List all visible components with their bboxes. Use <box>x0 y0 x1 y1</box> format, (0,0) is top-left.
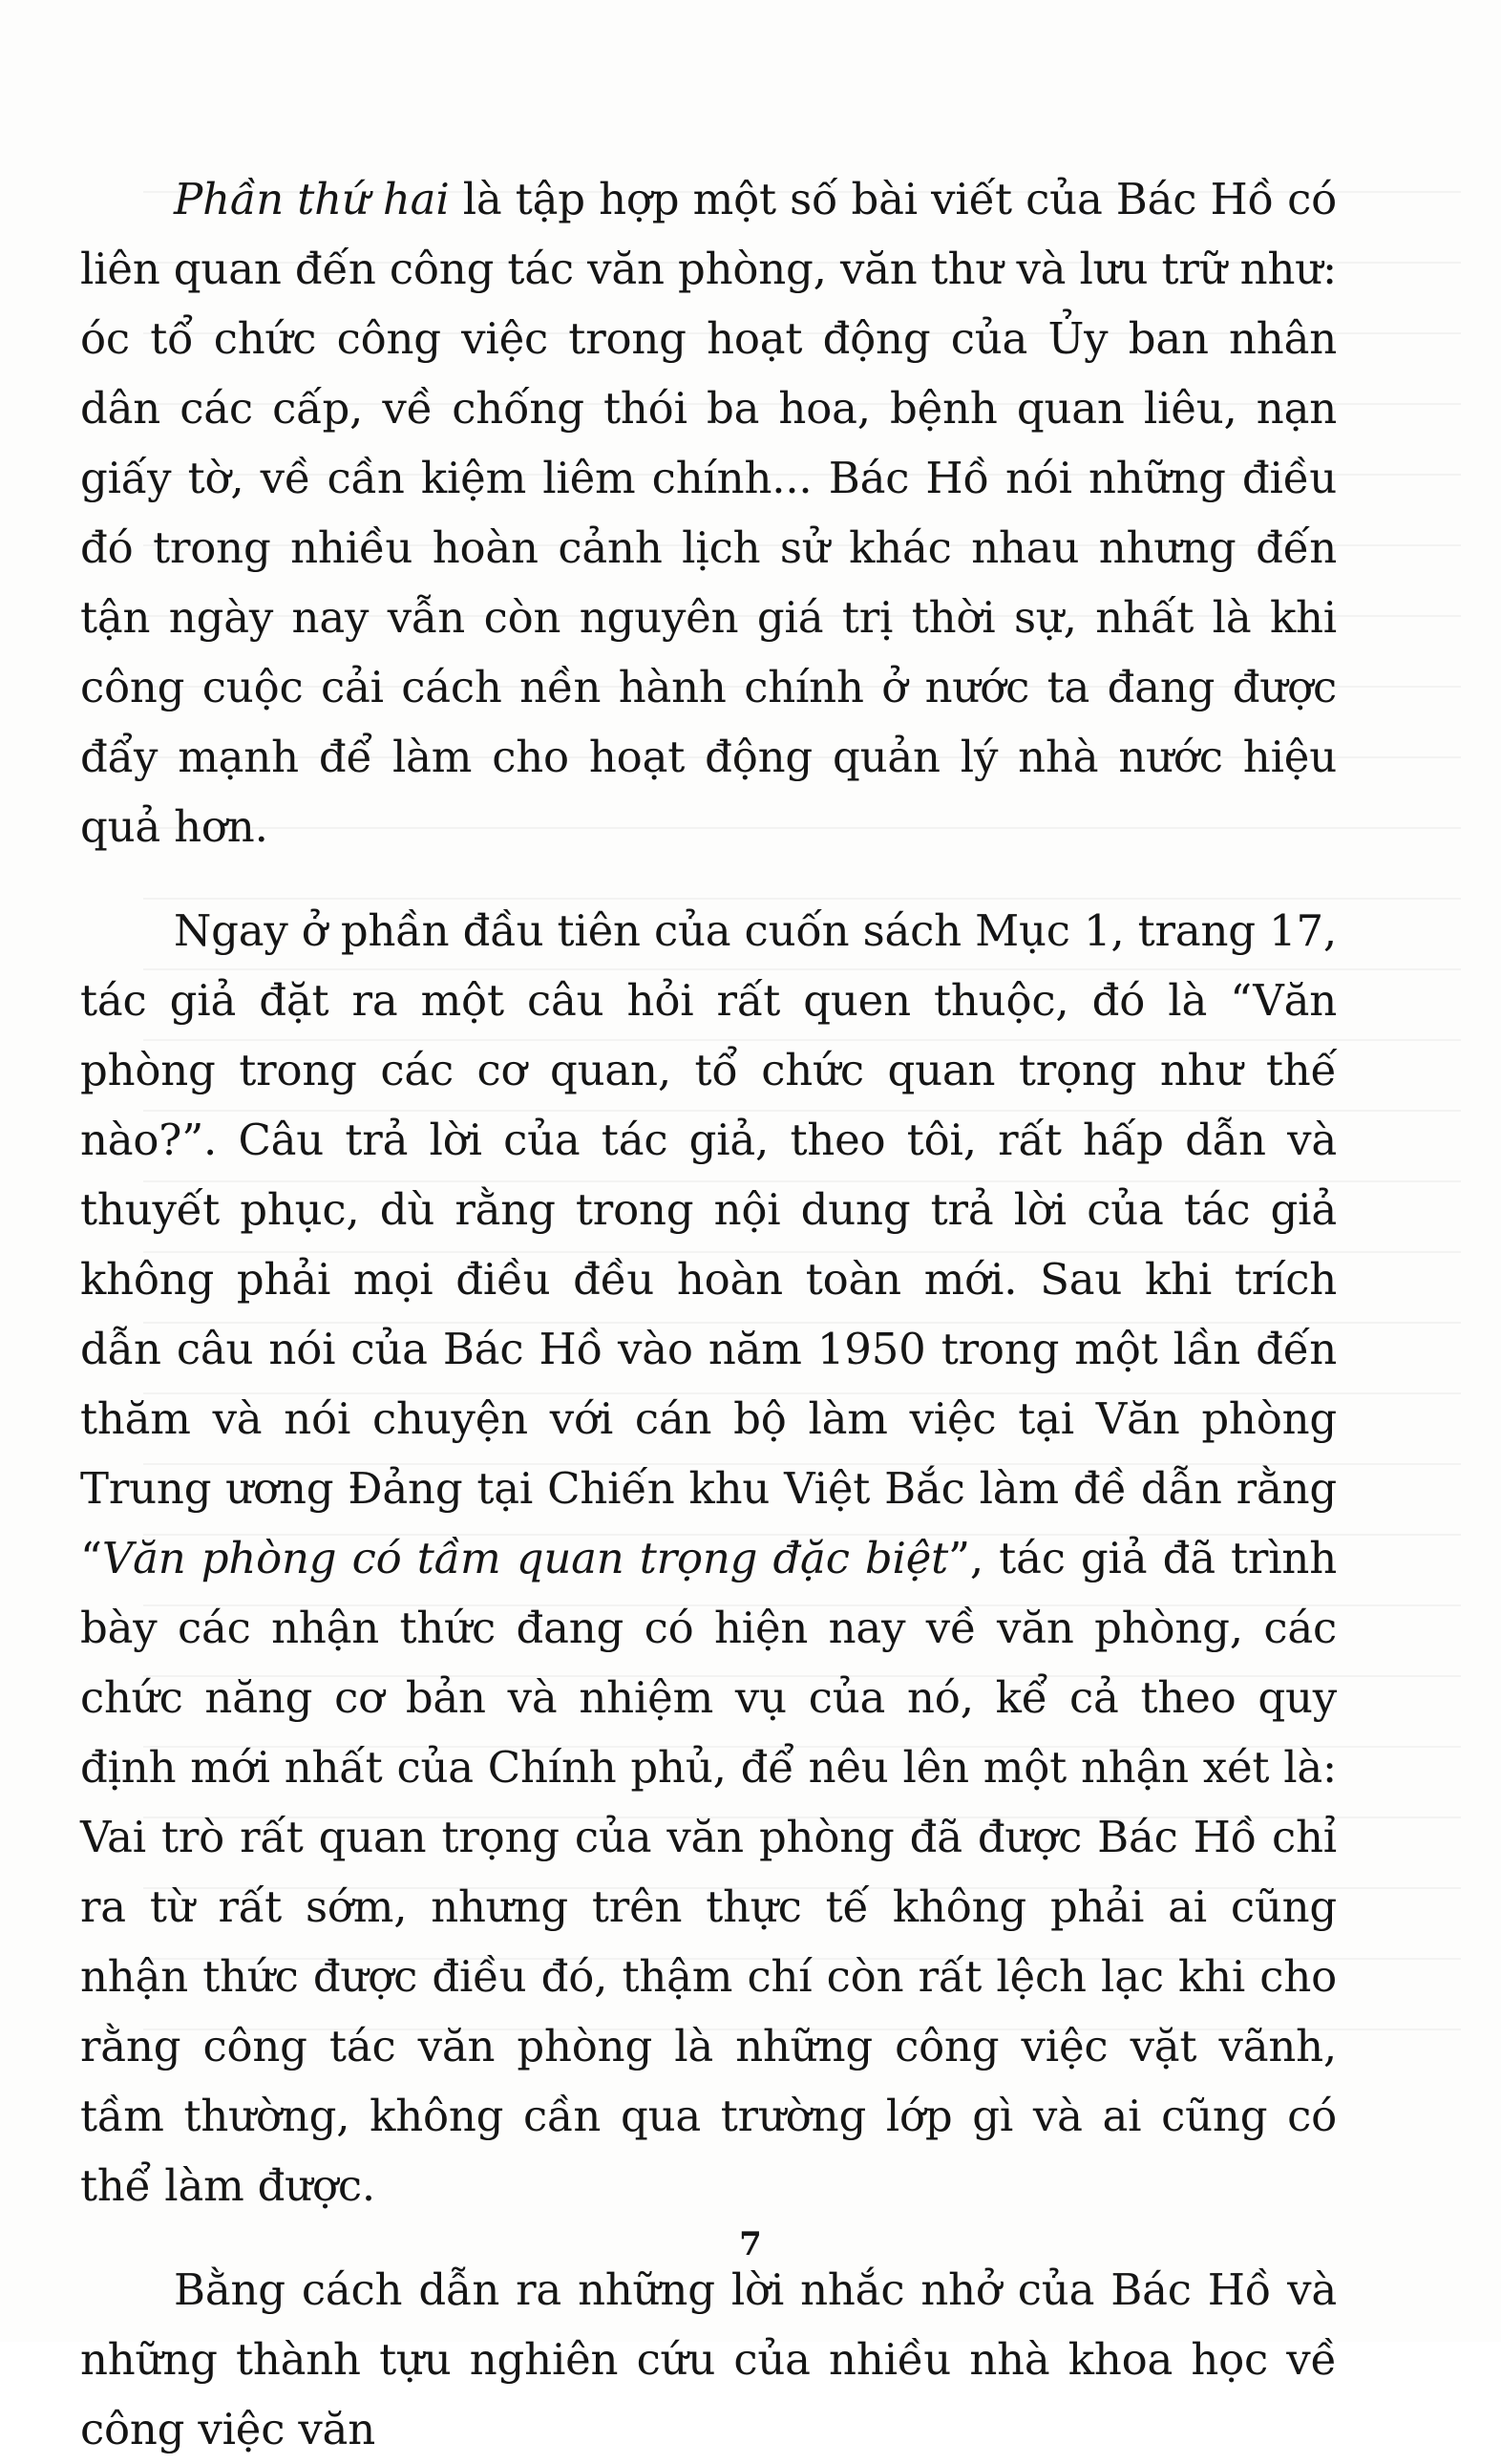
paragraph-3 <box>80 2255 1337 2464</box>
paragraph-3-text: Bằng cách dẫn ra những lời nhắc nhở của Bác Hồ và những thành tựu nghiên cứu của nhiều nhà khoa học về công việc văn <box>80 2264 1337 2454</box>
paragraph-1 <box>80 164 1337 861</box>
paragraph-2-italic-quote: Văn phòng có tầm quan trọng đặc biệt <box>101 1533 949 1583</box>
page-number: 7 <box>739 2225 762 2263</box>
paragraph-2-text-before: Ngay ở phần đầu tiên của cuốn sách Mục 1, trang 17, tác giả đặt ra một câu hỏi rất quen thuộc, đó là “Văn phòng trong các cơ quan, tổ chức quan trọng như thế nào?”. Câu trả lời của tác giả, theo tôi, rất hấp dẫn và thuyết phục, dù rằng trong nội dung trả lời của tác giả không phải mọi điều đều hoàn toàn mới. Sau khi trích dẫn câu nói của Bác Hồ vào năm 1950 trong một lần đến thăm và nói chuyện với cán bộ làm việc tại Văn phòng Trung ương Đảng tại Chiến khu Việt Bắc làm đề dẫn rằng “ <box>80 905 1337 1583</box>
body-text <box>80 164 1337 2464</box>
paragraph-2-text-after: ”, tác giả đã trình bày các nhận thức đang có hiện nay về văn phòng, các chức năng cơ bản và nhiệm vụ của nó, kể cả theo quy định mới nhất của Chính phủ, để nêu lên một nhận xét là: Vai trò rất quan trọng của văn phòng đã được Bác Hồ chỉ ra từ rất sớm, nhưng trên thực tế không phải ai cũng nhận thức được điều đó, thậm chí còn rất lệch lạc khi cho rằng công tác văn phòng là những công việc vặt vãnh, tầm thường, không cần qua trường lớp gì và ai cũng có thể làm được. <box>80 1533 1337 2211</box>
paragraph-2 <box>80 896 1337 2220</box>
part-two-title: Phần thứ hai <box>174 174 450 224</box>
paragraph-1-text: là tập hợp một số bài viết của Bác Hồ có liên quan đến công tác văn phòng, văn thư và lưu trữ như: óc tổ chức công việc trong hoạt động của Ủy ban nhân dân các cấp, về chống thói ba hoa, bệnh quan liêu, nạn giấy tờ, về cần kiệm liêm chính... Bác Hồ nói những điều đó trong nhiều hoàn cảnh lịch sử khác nhau nhưng đến tận ngày nay vẫn còn nguyên giá trị thời sự, nhất là khi công cuộc cải cách nền hành chính ở nước ta đang được đẩy mạnh để làm cho hoạt động quản lý nhà nước hiệu quả hơn. <box>80 174 1338 852</box>
